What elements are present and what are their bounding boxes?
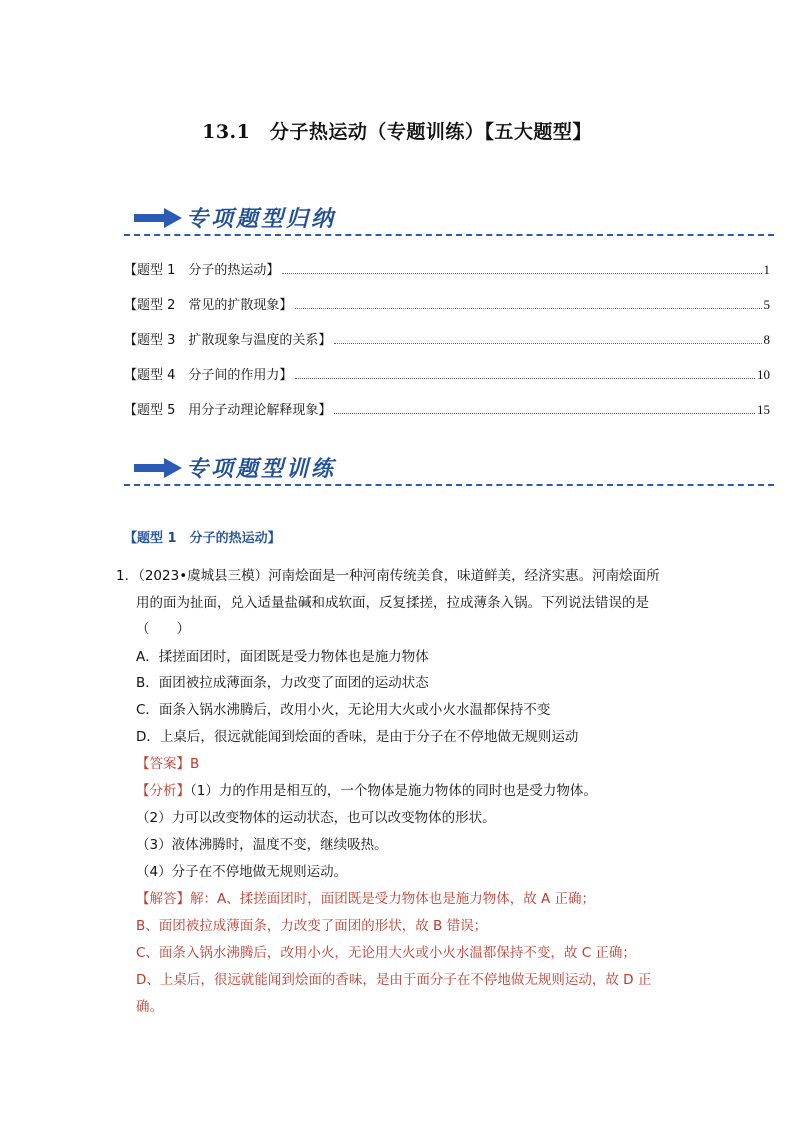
analysis-text: （1）力的作用是相互的，一个物体是施力物体的同时也是受力物体。 [190, 783, 597, 799]
toc-item[interactable] [124, 313, 770, 348]
solution-tag: 【解答】 [136, 891, 190, 907]
question-type-heading: 【题型 1 分子的热运动】 [124, 531, 281, 546]
arrow-right-icon [134, 208, 182, 228]
toc-page-number: 1 [763, 262, 770, 277]
option-c: C．面条入锅水沸腾后，改用小火，无论用大火或小火水温都保持不变 [136, 702, 551, 718]
table-of-contents [124, 243, 770, 418]
dashed-divider [124, 484, 774, 486]
toc-leader [334, 413, 755, 414]
toc-item-label: 【题型 2 常见的扩散现象】 [124, 298, 293, 313]
toc-item[interactable] [124, 278, 770, 313]
toc-item-label: 【题型 3 扩散现象与温度的关系】 [124, 333, 332, 348]
analysis-line: （3）液体沸腾时，温度不变，继续吸热。 [136, 837, 388, 853]
question-stem-line: 用的面为扯面，兑入适量盐碱和成软面，反复揉搓，拉成薄条入锅。下列说法错误的是 [136, 595, 649, 611]
toc-item-label: 【题型 5 用分子动理论解释现象】 [124, 403, 332, 418]
solution-line: B、面团被拉成薄面条，力改变了面团的形状，故 B 错误； [136, 918, 488, 934]
toc-leader [282, 273, 761, 274]
toc-leader [334, 343, 761, 344]
section-header-training [124, 450, 774, 486]
solution-line: C、面条入锅水沸腾后，改用小火，无论用大火或小火水温都保持不变，故 C 正确； [136, 945, 636, 961]
section-label: 专项题型训练 [186, 457, 337, 482]
arrow-right-icon [134, 458, 182, 478]
toc-leader [295, 308, 761, 309]
dashed-divider [124, 234, 774, 236]
toc-page-number: 10 [757, 367, 770, 382]
toc-page-number: 15 [757, 402, 770, 417]
answer-tag: 【答案】 [136, 756, 190, 772]
analysis-line: （4）分子在不停地做无规则运动。 [136, 864, 348, 880]
toc-item[interactable] [124, 383, 770, 418]
answer-line [136, 752, 199, 772]
solution-text: 解：A、揉搓面团时，面团既是受力物体也是施力物体，故 A 正确； [190, 891, 596, 907]
analysis-line [136, 779, 597, 799]
section-header-summary [124, 200, 774, 236]
toc-leader [295, 378, 755, 379]
solution-line [136, 887, 595, 907]
page-title: 13.1 分子热运动（专题训练）【五大题型】 [202, 121, 592, 143]
section-label: 专项题型归纳 [186, 207, 337, 232]
toc-page-number: 8 [763, 332, 770, 347]
toc-item[interactable] [124, 243, 770, 278]
question-stem-line: （ ） [136, 621, 190, 637]
question-stem-line: 1．（2023•虞城县三模）河南烩面是一种河南传统美食，味道鲜美，经济实惠。河南烩面所 [116, 568, 660, 584]
toc-item-label: 【题型 4 分子间的作用力】 [124, 368, 293, 383]
toc-item[interactable] [124, 348, 770, 383]
toc-item-label: 【题型 1 分子的热运动】 [124, 263, 280, 278]
solution-line: 确。 [136, 999, 163, 1015]
option-b: B．面团被拉成薄面条，力改变了面团的运动状态 [136, 675, 429, 691]
answer-value: B [190, 756, 200, 772]
option-a: A．揉搓面团时，面团既是受力物体也是施力物体 [136, 649, 429, 665]
option-d: D．上桌后，很远就能闻到烩面的香味，是由于分子在不停地做无规则运动 [136, 729, 579, 745]
analysis-line: （2）力可以改变物体的运动状态，也可以改变物体的形状。 [136, 810, 496, 826]
analysis-tag: 【分析】 [136, 783, 190, 799]
solution-line: D、上桌后，很远就能闻到烩面的香味，是由于面分子在不停地做无规则运动，故 D 正 [136, 972, 652, 988]
toc-page-number: 5 [763, 297, 770, 312]
